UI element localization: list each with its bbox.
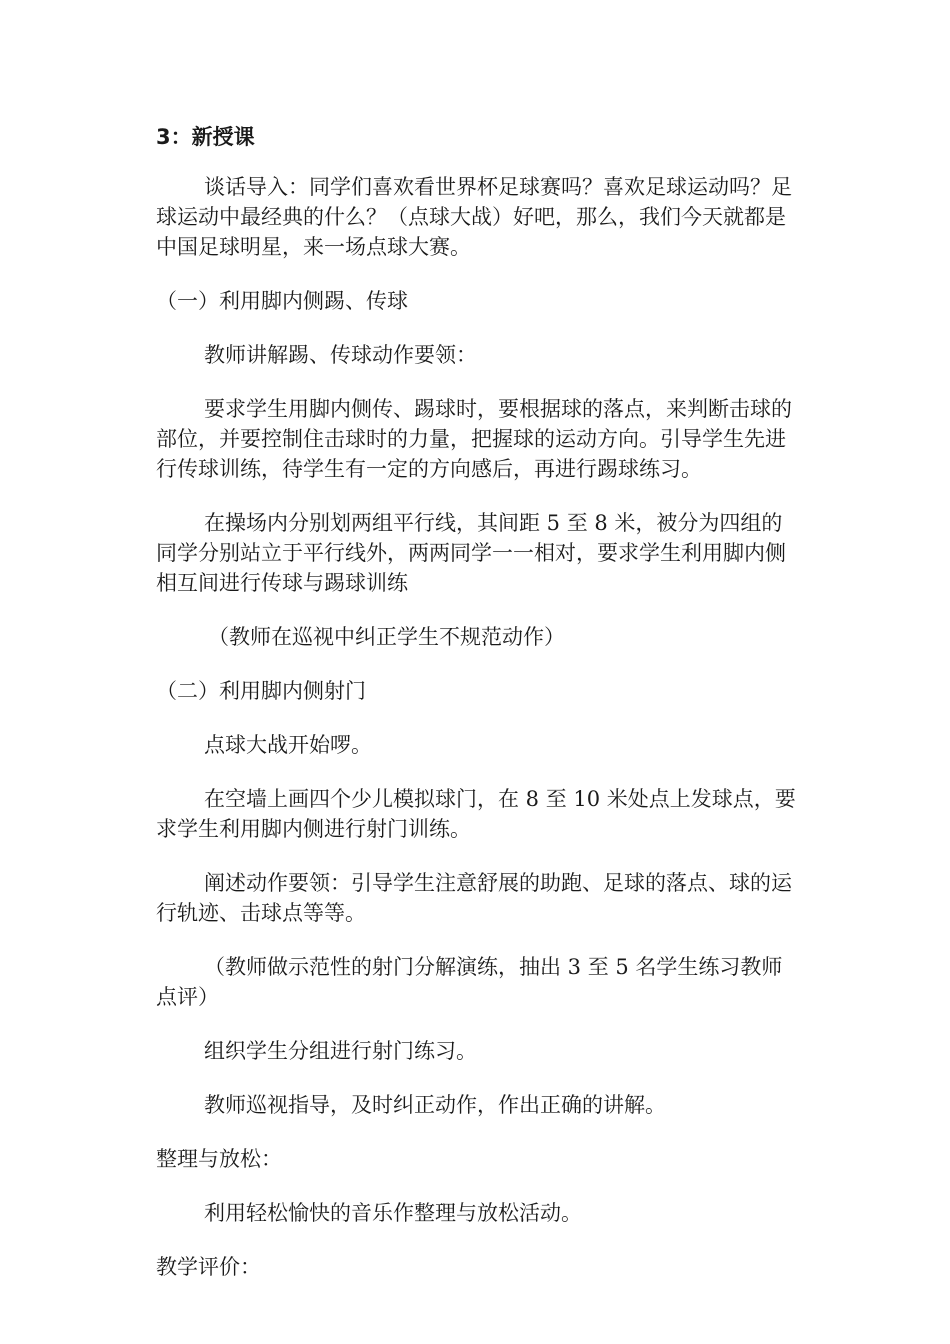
s2-paragraph-5: 组织学生分组进行射门练习。 [204, 1039, 477, 1063]
evaluation-title: 教学评价： [156, 1255, 261, 1279]
section1-title: （一）利用脚内侧踢、传球 [156, 289, 408, 313]
relax-paragraph: 利用轻松愉快的音乐作整理与放松活动。 [204, 1201, 582, 1225]
s1-paragraph-1: 教师讲解踢、传球动作要领： [204, 343, 477, 367]
s1-paragraph-2: 要求学生用脚内侧传、踢球时，要根据球的落点，来判断击球的部位，并要控制住击球时的力量，把握球的运动方向。引导学生先进行传球训练，待学生有一定的方向感后，再进行踢球练习。 [156, 397, 792, 481]
document-page [156, 120, 796, 1282]
s2-paragraph-1: 点球大战开始啰。 [204, 733, 372, 757]
s2-paragraph-2: 在空墙上画四个少儿模拟球门，在 8 至 10 米处点上发球点，要求学生利用脚内侧进行射门训练。 [156, 787, 796, 841]
section2-title: （二）利用脚内侧射门 [156, 679, 366, 703]
s2-paragraph-4: （教师做示范性的射门分解演练，抽出 3 至 5 名学生练习教师点评） [156, 955, 783, 1009]
section-heading: 3：新授课 [156, 125, 255, 149]
intro-paragraph: 谈话导入：同学们喜欢看世界杯足球赛吗？喜欢足球运动吗？足球运动中最经典的什么？（点球大战）好吧，那么，我们今天就都是中国足球明星，来一场点球大赛。 [156, 175, 792, 259]
s2-paragraph-3: 阐述动作要领：引导学生注意舒展的助跑、足球的落点、球的运行轨迹、击球点等等。 [156, 871, 792, 925]
s1-paragraph-4: （教师在巡视中纠正学生不规范动作） [208, 625, 565, 649]
relax-title: 整理与放松： [156, 1147, 282, 1171]
s2-paragraph-6: 教师巡视指导，及时纠正动作，作出正确的讲解。 [204, 1093, 666, 1117]
s1-paragraph-3: 在操场内分别划两组平行线，其间距 5 至 8 米，被分为四组的同学分别站立于平行线外，两两同学一一相对，要求学生利用脚内侧相互间进行传球与踢球训练 [156, 511, 786, 595]
